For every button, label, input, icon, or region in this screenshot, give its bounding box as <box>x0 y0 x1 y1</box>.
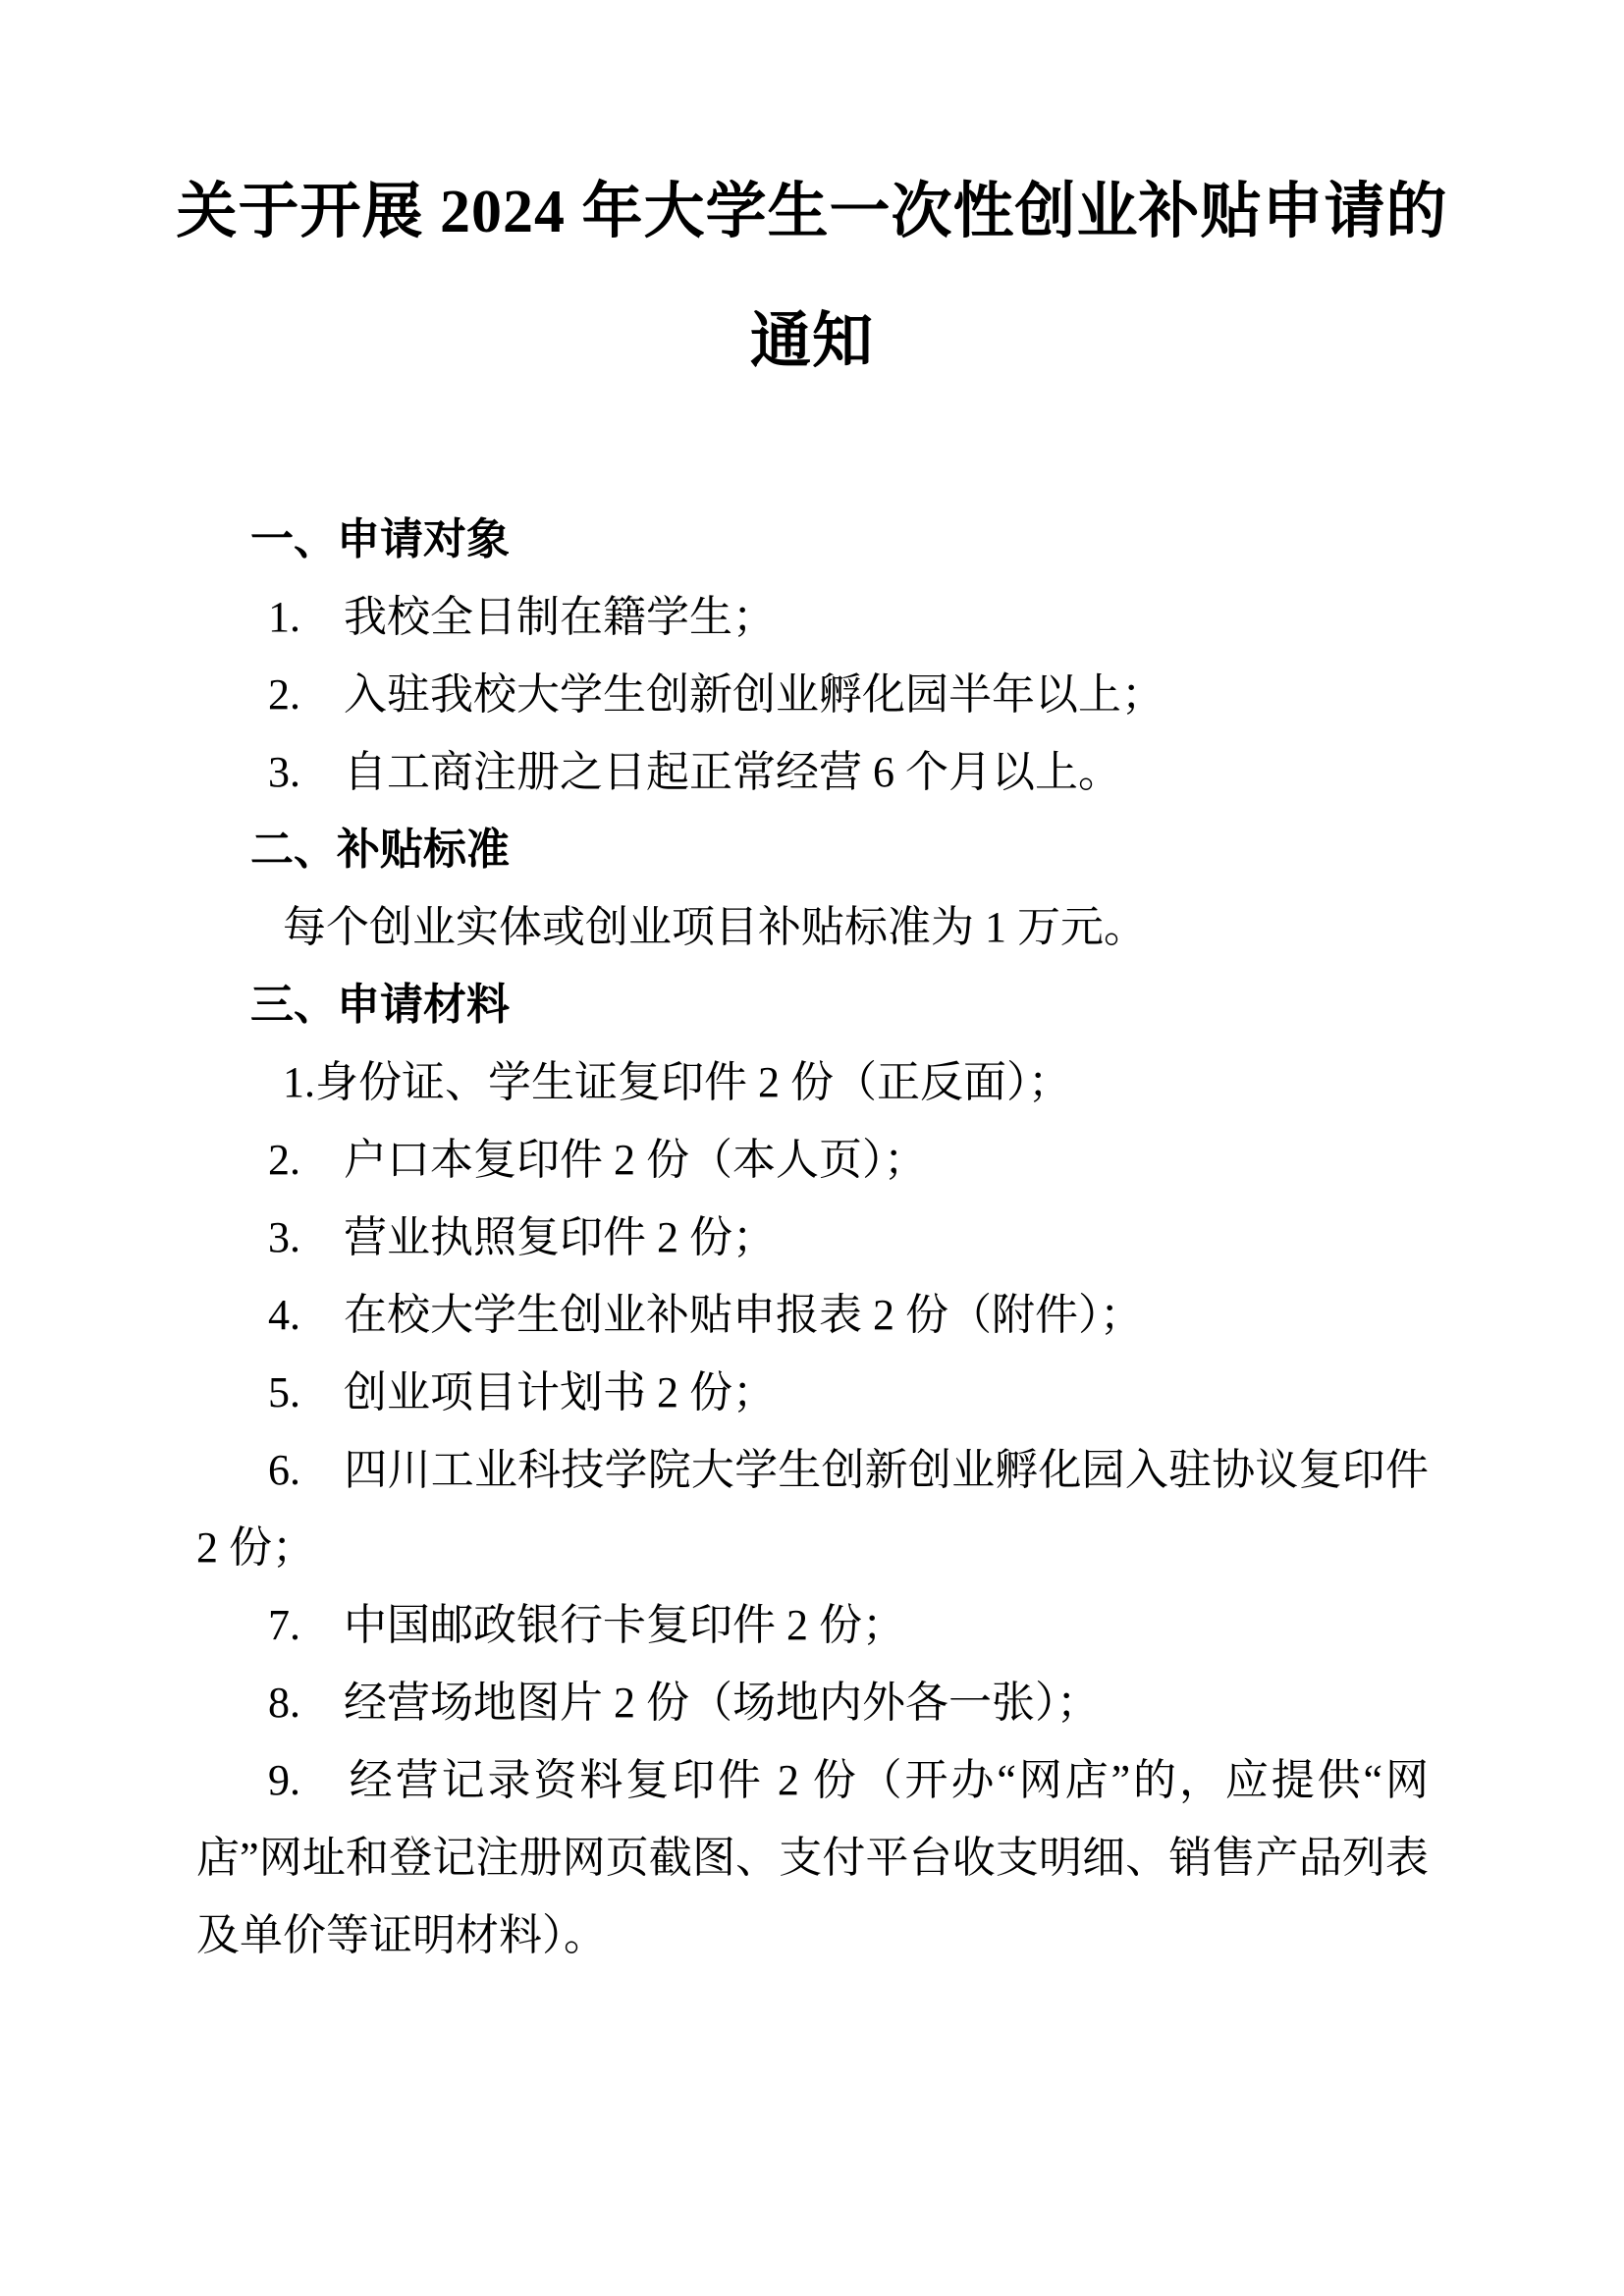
document-body <box>196 501 1429 1974</box>
list-item-material-4: 4. 在校大学生创业补贴申报表 2 份（附件）； <box>268 1291 1143 1339</box>
list-item-material-3: 3. 营业执照复印件 2 份； <box>268 1213 776 1261</box>
list-item-material-5: 5. 创业项目计划书 2 份； <box>268 1368 776 1416</box>
section-heading-application-targets: 一、申请对象 <box>250 515 510 563</box>
list-item-target-1: 1. 我校全日制在籍学生； <box>268 593 776 641</box>
list-item-material-8: 8. 经营场地图片 2 份（场地内外各一张）； <box>268 1679 1100 1727</box>
list-item-target-2: 2. 入驻我校大学生创新创业孵化园半年以上； <box>268 670 1164 719</box>
document-title <box>0 0 1624 406</box>
document-title-line-1: 关于开展 2024 年大学生一次性创业补贴申请的 <box>176 179 1448 245</box>
list-item-target-3: 3. 自工商注册之日起正常经营 6 个月以上。 <box>268 748 1121 796</box>
list-item-material-7: 7. 中国邮政银行卡复印件 2 份； <box>268 1601 905 1649</box>
subsidy-standard-paragraph: 每个创业实体或创业项目补贴标准为 1 万元。 <box>283 903 1147 951</box>
list-item-material-2: 2. 户口本复印件 2 份（本人页）； <box>268 1136 927 1184</box>
section-heading-subsidy-standard: 二、补贴标准 <box>250 826 510 874</box>
list-item-material-9: 9. 经营记录资料复印件 2 份（开办“网店”的，应提供“网店”网址和登记注册网页截图、支付平台收支明细、销售产品列表及单价等证明材料）。 <box>196 1756 1429 1959</box>
section-heading-application-materials: 三、申请材料 <box>250 981 510 1029</box>
list-item-material-1: 1.身份证、学生证复印件 2 份（正反面）； <box>283 1058 1071 1106</box>
list-item-material-6: 6. 四川工业科技学院大学生创新创业孵化园入驻协议复印件 2 份； <box>196 1446 1429 1572</box>
document-title-line-2: 通知 <box>749 308 874 375</box>
